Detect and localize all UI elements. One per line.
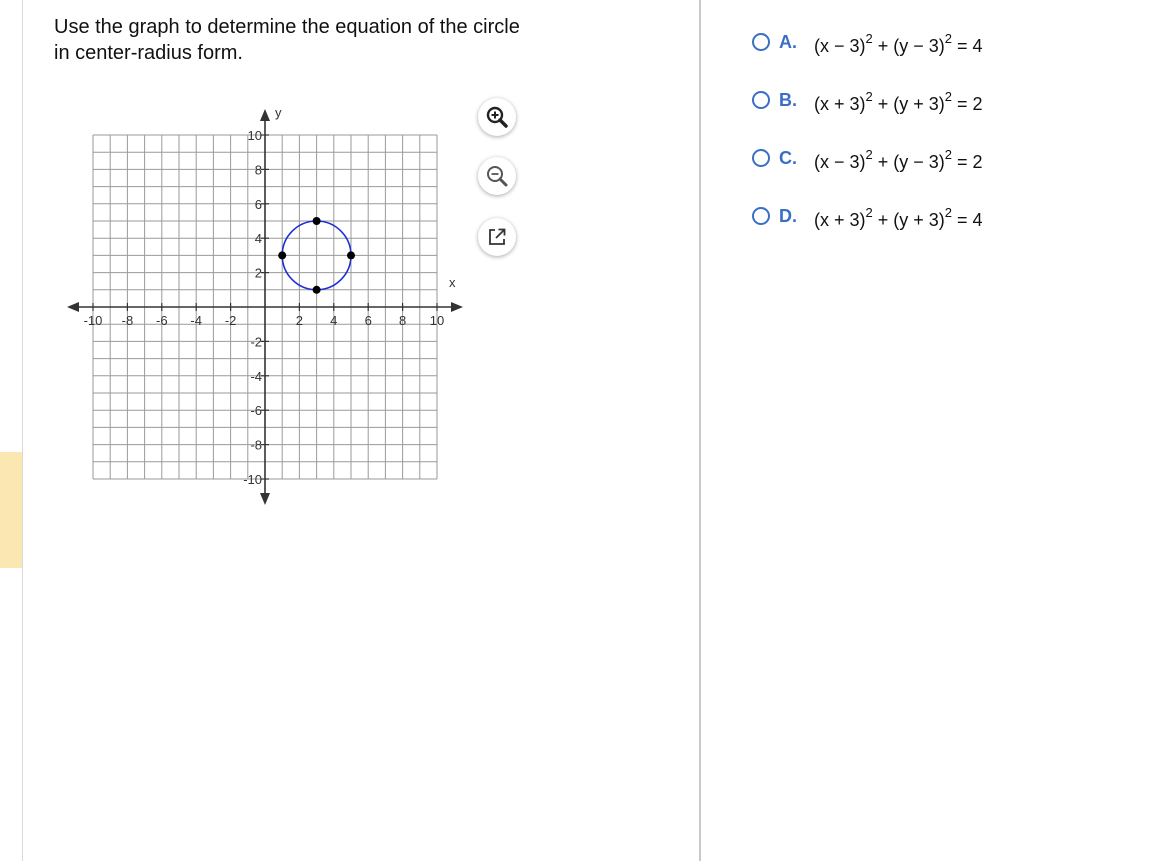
zoom-out-icon bbox=[485, 164, 509, 188]
radio-button[interactable] bbox=[752, 149, 770, 167]
option-equation: $(x - 3)^2 + (y - 3)^2 = 4$ bbox=[814, 31, 983, 56]
x-tick-label: 6 bbox=[364, 313, 372, 328]
question-text bbox=[54, 14, 654, 66]
x-tick-label: -6 bbox=[156, 313, 168, 328]
zoom-in-button[interactable] bbox=[478, 98, 516, 136]
x-axis-arrow-left bbox=[67, 302, 79, 312]
y-axis-arrow-down bbox=[260, 493, 270, 505]
x-tick-label: 2 bbox=[295, 313, 304, 328]
expand-button[interactable] bbox=[478, 218, 516, 256]
radio-button[interactable] bbox=[752, 33, 770, 51]
y-axis-arrow-up bbox=[260, 109, 270, 121]
option-letter: A. bbox=[779, 32, 797, 52]
y-tick-label: 2 bbox=[254, 265, 262, 281]
answer-option-a[interactable] bbox=[752, 30, 983, 88]
answer-option-b[interactable] bbox=[752, 88, 983, 146]
question-line-2: in center-radius form. bbox=[54, 42, 243, 64]
zoom-out-button[interactable] bbox=[478, 157, 516, 195]
y-tick-label: 4 bbox=[254, 231, 262, 247]
option-letter: D. bbox=[779, 206, 797, 226]
expand-icon bbox=[486, 226, 508, 248]
y-tick-label: -2 bbox=[250, 334, 262, 350]
x-tick-label: -4 bbox=[190, 313, 202, 328]
coordinate-graph bbox=[58, 90, 478, 510]
panel-divider bbox=[699, 0, 701, 861]
y-tick-label: -6 bbox=[250, 403, 262, 419]
option-letter: C. bbox=[779, 148, 797, 168]
y-tick-label: -4 bbox=[250, 368, 262, 384]
x-tick-label: 4 bbox=[330, 313, 338, 328]
option-equation: $(x + 3)^2 + (y + 3)^2 = 2$ bbox=[814, 89, 983, 114]
answer-choices bbox=[752, 30, 983, 262]
x-tick-label: -10 bbox=[83, 313, 103, 328]
y-tick-label: 6 bbox=[254, 196, 262, 212]
x-tick-label: -2 bbox=[224, 313, 237, 328]
y-tick-label: -8 bbox=[250, 437, 262, 453]
option-equation: $(x - 3)^2 + (y - 3)^2 = 2$ bbox=[814, 147, 983, 172]
x-tick-label: 8 bbox=[398, 313, 407, 328]
left-border bbox=[22, 0, 23, 861]
circle-point bbox=[313, 217, 321, 225]
x-axis-arrow-right bbox=[451, 302, 463, 312]
y-tick-label: -10 bbox=[243, 472, 262, 487]
x-tick-label: -8 bbox=[121, 313, 134, 328]
x-tick-label: 10 bbox=[429, 313, 445, 328]
answer-option-c[interactable] bbox=[752, 146, 983, 204]
zoom-in-icon bbox=[485, 105, 509, 129]
option-letter: B. bbox=[779, 90, 797, 110]
y-tick-label: 8 bbox=[254, 162, 262, 178]
radio-button[interactable] bbox=[752, 91, 770, 109]
y-axis-label: y bbox=[275, 105, 282, 120]
option-equation: $(x + 3)^2 + (y + 3)^2 = 4$ bbox=[814, 205, 983, 230]
x-axis-label: x bbox=[449, 275, 456, 290]
radio-button[interactable] bbox=[752, 207, 770, 225]
circle-point bbox=[313, 286, 321, 294]
circle-point bbox=[347, 251, 355, 259]
y-tick-label: 10 bbox=[247, 128, 262, 143]
question-line-1: Use the graph to determine the equation of the circle bbox=[54, 16, 520, 38]
side-tab[interactable] bbox=[0, 452, 22, 568]
answer-option-d[interactable] bbox=[752, 204, 983, 262]
circle-point bbox=[278, 251, 286, 259]
